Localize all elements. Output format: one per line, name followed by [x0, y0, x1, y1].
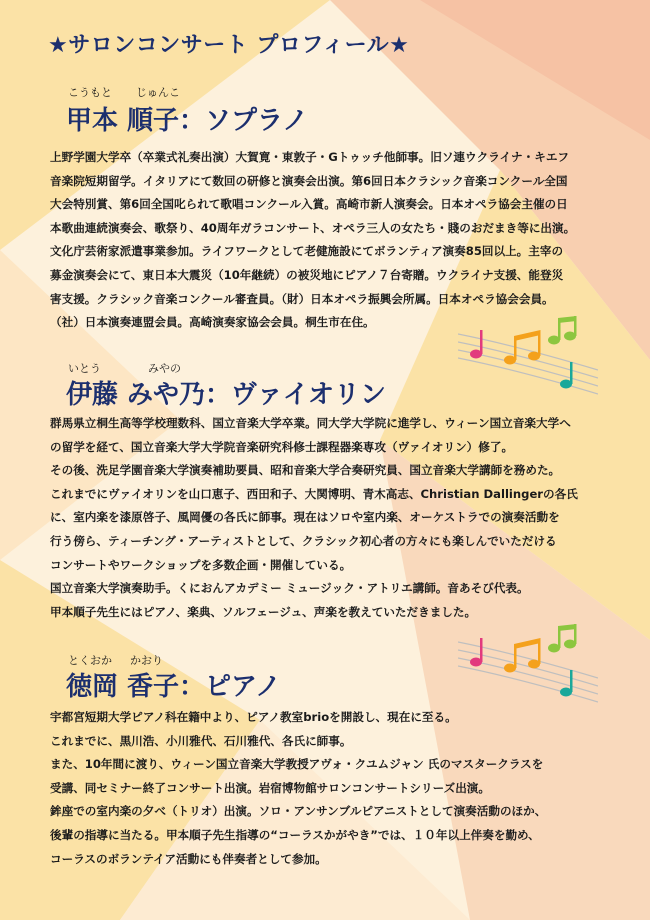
bio-line: 上野学園大学卒（卒業式礼奏出演）大賀寛・東敦子・Gトゥッチ他師事。旧ソ連ウクライナ・キエフ: [50, 150, 570, 164]
music-notes-icon: [458, 316, 598, 396]
name-ruby-given: じゅんこ: [136, 86, 180, 99]
music-notes-icon: [458, 624, 598, 704]
profile-name: 徳岡 香子：ピアノ: [66, 672, 281, 702]
profile-bio: [50, 146, 610, 335]
bio-line: 後輩の指導に当たる。甲本順子先生指導の“コーラスかがやき”では、１０年以上伴奏を勤め、: [50, 827, 540, 842]
profile-name: 伊藤 みや乃：ヴァイオリン: [66, 380, 387, 410]
name-ruby-given: みやの: [148, 362, 181, 375]
bio-line: 大会特別賞、第6回全国叱られて歌唱コンクール入賞。高崎市新人演奏会。日本オペラ協会主催の日: [50, 197, 568, 212]
bio-line: その後、洗足学園音楽大学演奏補助要員、昭和音楽大学合奏研究員、国立音楽大学講師を務めた。: [50, 463, 561, 478]
bio-line: コーラスのボランテイア活動にも伴奏者として参加。: [50, 851, 327, 866]
name-ruby-family: とくおか: [68, 654, 112, 667]
name-ruby-given: かおり: [130, 654, 163, 667]
bio-line: 文化庁芸術家派遣事業参加。ライフワークとして老健施設にてボランティア演奏85回以上。主宰の: [50, 244, 564, 259]
profile-bio: [50, 706, 610, 871]
bio-line: コンサートやワークショップを多数企画・開催している。: [50, 557, 352, 572]
bio-line: （社）日本演奏連盟会員。高崎演奏家協会会員。桐生市在住。: [50, 315, 375, 330]
bio-line: 甲本順子先生にはピアノ、楽典、ソルフェージュ、声楽を教えていただきました。: [50, 604, 477, 619]
name-ruby-family: いとう: [68, 362, 101, 375]
bio-line: 国立音楽大学演奏助手。くにおんアカデミー ミュージック・アトリエ講師。音あそび代表。: [50, 581, 529, 596]
bio-line: 募金演奏会にて、東日本大震災（10年継続）の被災地にピアノ７台寄贈。ウクライナ支援、能登災: [50, 267, 564, 282]
bio-line: また、10年間に渡り、ウィーン国立音楽大学教授アヴォ・クユムジャン 氏のマスタークラスを: [50, 757, 544, 772]
bio-line: 行う傍ら、ティーチング・アーティストとして、クラシック初心者の方々にも楽しんでいただける: [50, 533, 557, 548]
page-title: ★サロンコンサート プロフィール★: [48, 33, 410, 58]
bio-line: 本歌曲連続演奏会、歌祭り、40周年ガラコンサート、オペラ三人の女たち・賤のおだまき等に出演。: [50, 220, 576, 235]
bio-line: 受講、同セミナー終了コンサート出演。岩宿博物館サロンコンサートシリーズ出演。: [50, 780, 490, 795]
bio-line: 害支援。クラシック音楽コンクール審査員。（財）日本オペラ振興会所属。日本オペラ協会会員。: [50, 291, 554, 306]
bio-line: これまでにヴァイオリンを山口恵子、西田和子、大関博明、青木高志、Christian Dallingerの各氏: [50, 486, 578, 501]
name-ruby-family: こうもと: [68, 86, 112, 99]
bio-line: の留学を経て、国立音楽大学大学院音楽研究科修士課程器楽専攻（ヴァイオリン）修了。: [50, 439, 514, 454]
profile-name: 甲本 順子：ソプラノ: [66, 106, 309, 136]
bio-line: 音楽院短期留学。イタリアにて数回の研修と演奏会出演。第6回日本クラシック音楽コンクール全国: [50, 173, 568, 188]
bio-line: に、室内楽を漆原啓子、風岡優の各氏に師事。現在はソロや室内楽、オーケストラでの演奏活動を: [50, 510, 560, 525]
bio-line: 宇都宮短期大学ピアノ科在籍中より、ピアノ教室brioを開設し、現在に至る。: [50, 710, 457, 724]
bio-line: これまでに、黒川浩、小川雅代、石川雅代、各氏に師事。: [50, 733, 352, 748]
bio-line: 群馬県立桐生高等学校理数科、国立音楽大学卒業。同大学大学院に進学し、ウィーン国立音楽大学へ: [50, 416, 571, 430]
bio-line: 鉾座での室内楽の夕べ（トリオ）出演。ソロ・アンサンブルピアニストとして演奏活動のほか、: [50, 804, 547, 819]
profile-bio: [50, 412, 610, 624]
